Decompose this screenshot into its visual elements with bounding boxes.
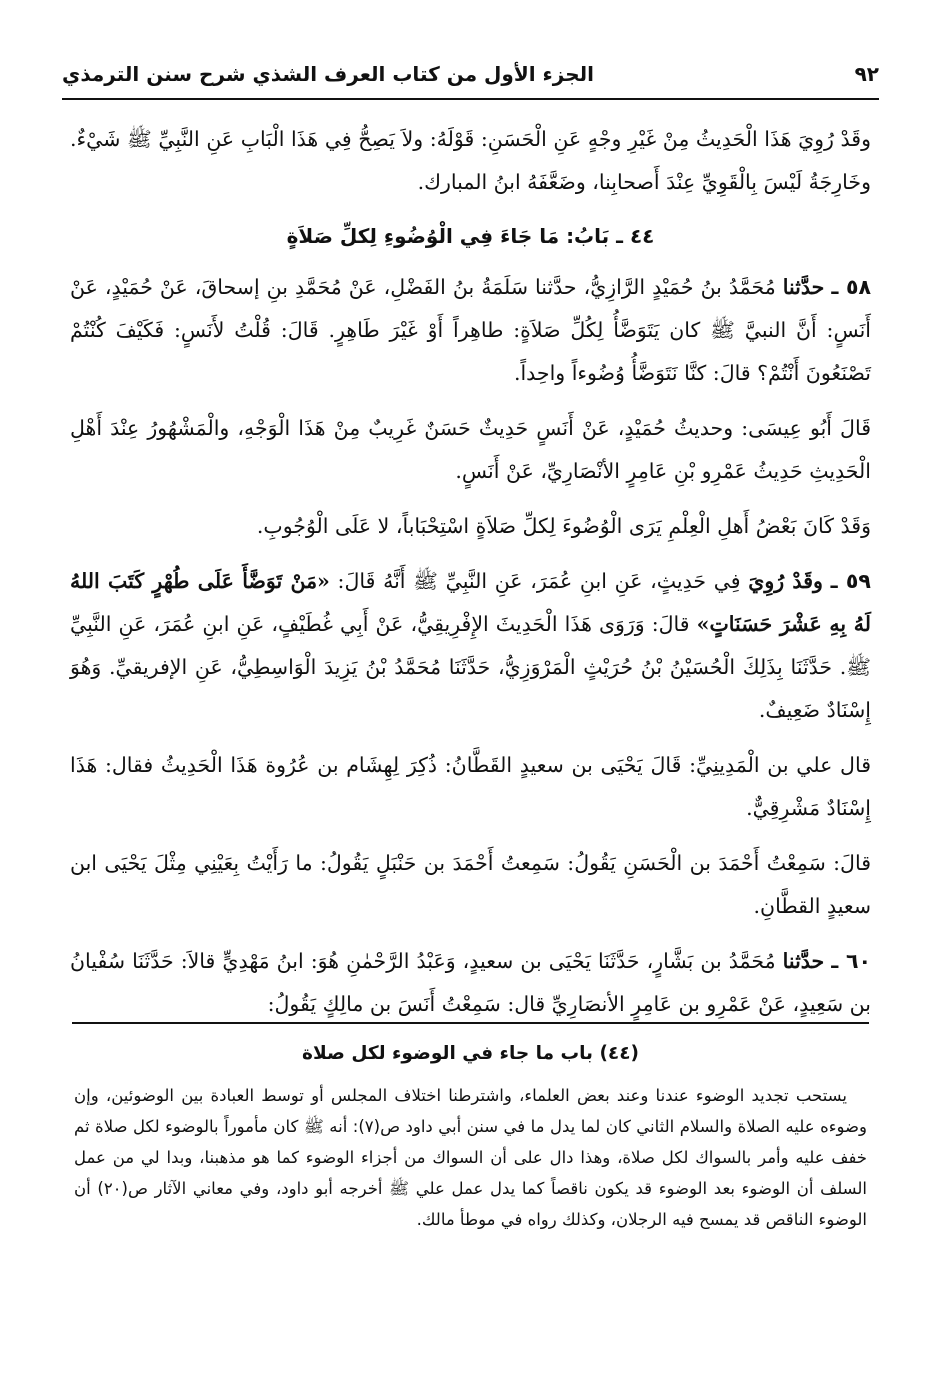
hadith-59-text-2: قالَ: وَرَوَى هَذَا الْحَدِيثَ الإِفْرِيقِيُّ، عَنْ أَبِي غُطَيْفٍ، عَنِ ابنِ عُمَرَ، عَنِ النَّبِيِّ ﷺ. حَدَّثَنَا بِذَلِكَ الْحُسَيْنُ بْنُ حُرَيْثٍ الْمَرْوَزِيُّ، حَدَّثَنَا مُحَمَّدُ بْنُ يَزِيدَ الْوَاسِطِيُّ، عَنِ الإفريقيِّ. وَهُوَ إِسْنَادٌ ضَعِيفٌ. bbox=[70, 612, 871, 722]
hadith-59-text-1: فِي حَدِيثٍ، عَنِ ابنِ عُمَرَ، عَنِ النَّبِيِّ ﷺ أَنَّهُ قَالَ: bbox=[337, 569, 741, 593]
commentary-heading: (٤٤) باب ما جاء في الوضوء لكل صلاة bbox=[302, 1043, 639, 1064]
hadith-60-lead: حدَّثنا bbox=[782, 949, 825, 973]
page-number: ٩٢ bbox=[854, 62, 879, 86]
commentary-text: يستحب تجديد الوضوء عندنا وعند بعض العلماء، واشترطنا اختلاف المجلس أو توسط العبادة بين الوضوئين، وإن وضوءه عليه الصلاة والسلام الثاني كان لما يدل ما في سنن أبي داود ص(٧): أنه ﷺ كان مأموراً بالوضوء لكل صلاة ثم خفف عليه وأمر بالسواك لكل صلاة، وهذا دال على أن السواك من أجزاء الوضوء كما هو مذهبنا، وبدا لي من عمل السلف أن الوضوء بعد الوضوء قد يكون ناقصاً كما يدل عمل علي ﷺ أخرجه أبو داود، وفي معاني الآثار ص(٢٠) أن الوضوء الناقص قد يمسح فيه الرجلان، وكذلك رواه في موطأ مالك. bbox=[74, 1086, 867, 1229]
hadith-60-text: مُحَمَّدُ بن بَشَّارٍ، حَدَّثَنَا يَحْيَى بن سعيدٍ، وَعَبْدُ الرَّحْمٰنِ هُوَ: ابنُ مَهْدِيٍّ قالاَ: حَدَّثَنَا سُفْيانُ بن سَعِيدٍ، عَنْ عَمْرِو بن عَامِرٍ الأنصَارِيِّ قال: سَمِعْتُ أَنَسَ بن مالِكٍ يَقُولُ: bbox=[70, 949, 871, 1016]
main-text bbox=[70, 118, 871, 1038]
page-header bbox=[62, 52, 879, 96]
abu-isa-comment: قَالَ أَبُو عِيسَى: وحديثُ حُمَيْدٍ، عَنْ أَنَسٍ حَدِيثٌ حَسَنٌ غَرِيبٌ مِنْ هَذَا الْوَجْهِ، والْمَشْهُورُ عِنْدَ أَهْلِ الْحَدِيثِ حَدِيثُ عَمْرِو بْنِ عَامِرٍ الأنْصَارِيِّ، عَنْ أَنَسٍ. bbox=[70, 416, 871, 483]
hadith-58-text: مُحَمَّدُ بنُ حُمَيْدٍ الرَّازِيُّ، حدَّثنا سَلَمَةُ بنُ الفَضْلِ، عَنْ مُحَمَّدِ بنِ إسحاقَ، عَنْ حُمَيْدٍ، عَنْ أَنَسٍ: أَنَّ النبيَّ ﷺ كان يَتَوَضَّأُ لِكُلِّ صَلاَةٍ: طاهِراً أَوْ غَيْرَ طَاهِرٍ. قَالَ: قُلْتُ لأَنَسٍ: فَكَيْفَ كُنْتُمْ تَصْنَعُونَ أَنْتُمْ؟ قالَ: كنَّا نَتَوَضَّأُ وُضُوءاً واحِداً. bbox=[70, 275, 871, 385]
hadith-58-number: ٥٨ ـ bbox=[831, 275, 871, 299]
hadith-59 bbox=[70, 560, 871, 732]
hadith-58 bbox=[70, 266, 871, 395]
ali-madini-comment: قال علي بن الْمَدِينِيِّ: قَالَ يَحْيَى بن سعيدٍ القَطَّانُ: ذُكِرَ لِهِشَام بن عُرُوة هَذَا الْحَدِيثُ فقال: هَذَا إِسْنَادٌ مَشْرِقِيٌّ. bbox=[70, 753, 871, 820]
hadith-59-quote: «مَنْ تَوَضَّأَ عَلَى طُهْرٍ كَتَبَ اللهُ لَهُ بِهِ عَشْرَ حَسَنَاتٍ» bbox=[70, 569, 871, 636]
hadith-59-lead: وقَدْ رُوِيَ bbox=[748, 569, 823, 593]
intro-paragraph: وقَدْ رُوِيَ هَذَا الْحَدِيثُ مِنْ غَيْرِ وجْهٍ عَنِ الْحَسَنِ: قَوْلَهُ: ولاَ يَصِحُّ فِي هَذَا الْبَابِ عَنِ النَّبِيِّ ﷺ شَيْءٌ. وخَارِجَةُ لَيْسَ بِالْقَوِيِّ عِنْدَ أَصحابِنا، وضَعَّفَهُ ابنُ المبارك. bbox=[70, 127, 871, 194]
commentary-section bbox=[74, 1032, 867, 1235]
ahmad-comment: قالَ: سَمِعْتُ أَحْمَدَ بن الْحَسَنِ يَقُولُ: سَمِعتُ أَحْمَدَ بن حَنْبَلٍ يَقُولُ: ما رَأَيْتُ بِعَيْنِي مِثْلَ يَحْيَى ابن سعيدٍ القطَّانِ. bbox=[70, 851, 871, 918]
running-title: الجزء الأول من كتاب العرف الشذي شرح سنن الترمذي bbox=[62, 62, 594, 86]
footnote-divider bbox=[72, 1022, 869, 1024]
header-rule bbox=[62, 98, 879, 100]
hadith-60-number: ٦٠ ـ bbox=[831, 949, 871, 973]
hadith-58-lead: حدَّثنا bbox=[782, 275, 825, 299]
chapter-heading: ٤٤ ـ بَابُ: مَا جَاءَ فِي الْوُضُوءِ لِكلِّ صَلاَةٍ bbox=[286, 224, 655, 248]
hadith-59-number: ٥٩ ـ bbox=[830, 569, 871, 593]
scholars-comment: وَقَدْ كَانَ بَعْضُ أَهلِ الْعِلْمِ يَرَى الْوُضُوءَ لِكلِّ صَلاَةٍ اسْتِحْبَاباً، لا عَلَى الْوُجُوبِ. bbox=[256, 514, 871, 538]
hadith-60 bbox=[70, 940, 871, 1026]
